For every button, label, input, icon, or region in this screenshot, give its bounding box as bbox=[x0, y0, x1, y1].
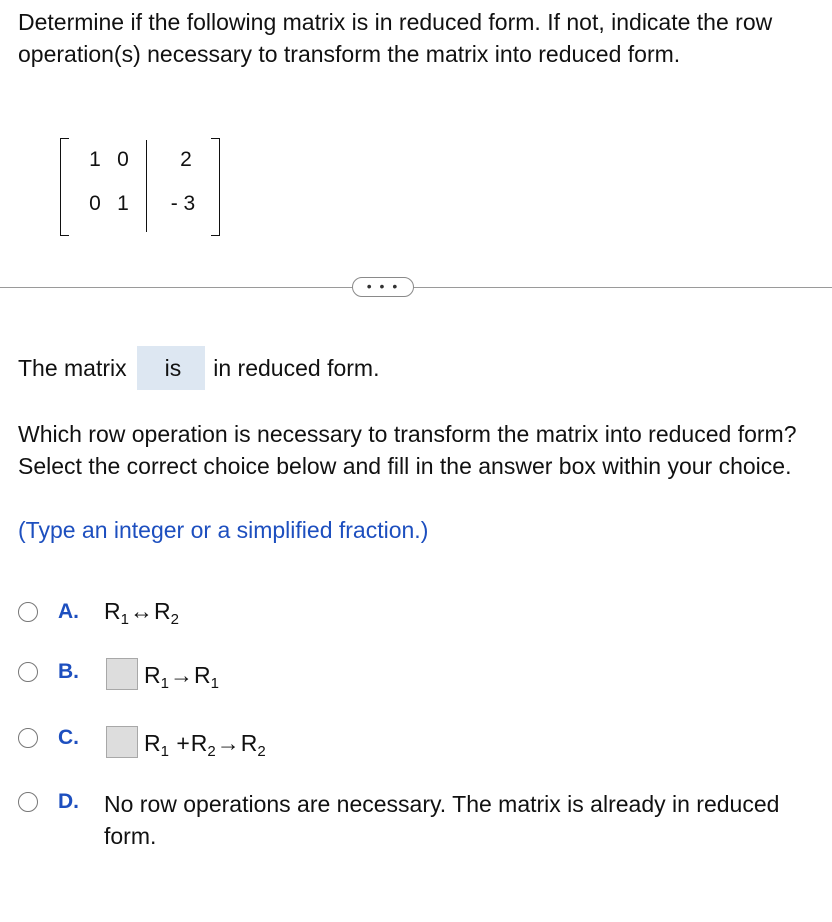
matrix-cell: 0 bbox=[117, 148, 129, 171]
matrix-cell: 1 bbox=[89, 148, 101, 171]
matrix-right-bracket bbox=[211, 138, 220, 236]
choice-letter: D. bbox=[58, 790, 79, 813]
choice-b-answer-box[interactable] bbox=[106, 658, 138, 690]
radio-d[interactable] bbox=[18, 792, 38, 812]
question2-text: Which row operation is necessary to transform the matrix into reduced form? Select the correct choice below and fill in the answer box within your choice. bbox=[18, 421, 797, 479]
matrix-cell: 1 bbox=[117, 192, 129, 215]
answer-prefix: The matrix bbox=[18, 355, 127, 381]
question-text: Determine if the following matrix is in reduced form. If not, indicate the row operation(s) necessary to transform the matrix into reduced form. bbox=[18, 9, 773, 67]
radio-a[interactable] bbox=[18, 602, 38, 622]
answer-suffix: in reduced form. bbox=[213, 355, 380, 381]
matrix-left-bracket bbox=[60, 138, 69, 236]
answer-dropdown[interactable]: is bbox=[137, 346, 206, 390]
show-more-button[interactable]: • • • bbox=[352, 277, 414, 297]
choice-letter: C. bbox=[58, 726, 79, 749]
choice-letter: B. bbox=[58, 660, 79, 683]
choice-d-text: No row operations are necessary. The matrix is already in reduced form. bbox=[104, 791, 780, 849]
choice-letter: A. bbox=[58, 600, 79, 623]
matrix-cell: 0 bbox=[89, 192, 101, 215]
augmented-matrix bbox=[60, 138, 220, 234]
input-hint: (Type an integer or a simplified fraction.) bbox=[18, 517, 429, 543]
radio-b[interactable] bbox=[18, 662, 38, 682]
choice-c-answer-box[interactable] bbox=[106, 726, 138, 758]
radio-c[interactable] bbox=[18, 728, 38, 748]
choice-a[interactable] bbox=[18, 598, 318, 632]
answer-sentence bbox=[18, 346, 379, 390]
choice-c-expression: $R_1 +R_2\to R_2$ bbox=[144, 730, 266, 760]
matrix-cell: 2 bbox=[180, 148, 192, 171]
choice-b[interactable] bbox=[18, 658, 318, 694]
matrix-cell: - 3 bbox=[170, 192, 196, 215]
choice-b-expression: $R_1\to R_1$ bbox=[144, 662, 219, 692]
matrix-augment-divider bbox=[146, 140, 147, 232]
section-divider bbox=[0, 287, 832, 288]
choice-d[interactable] bbox=[18, 786, 818, 852]
choice-a-expression: $R_1\leftrightarrow R_2$ bbox=[104, 598, 179, 628]
choice-c[interactable] bbox=[18, 726, 358, 762]
